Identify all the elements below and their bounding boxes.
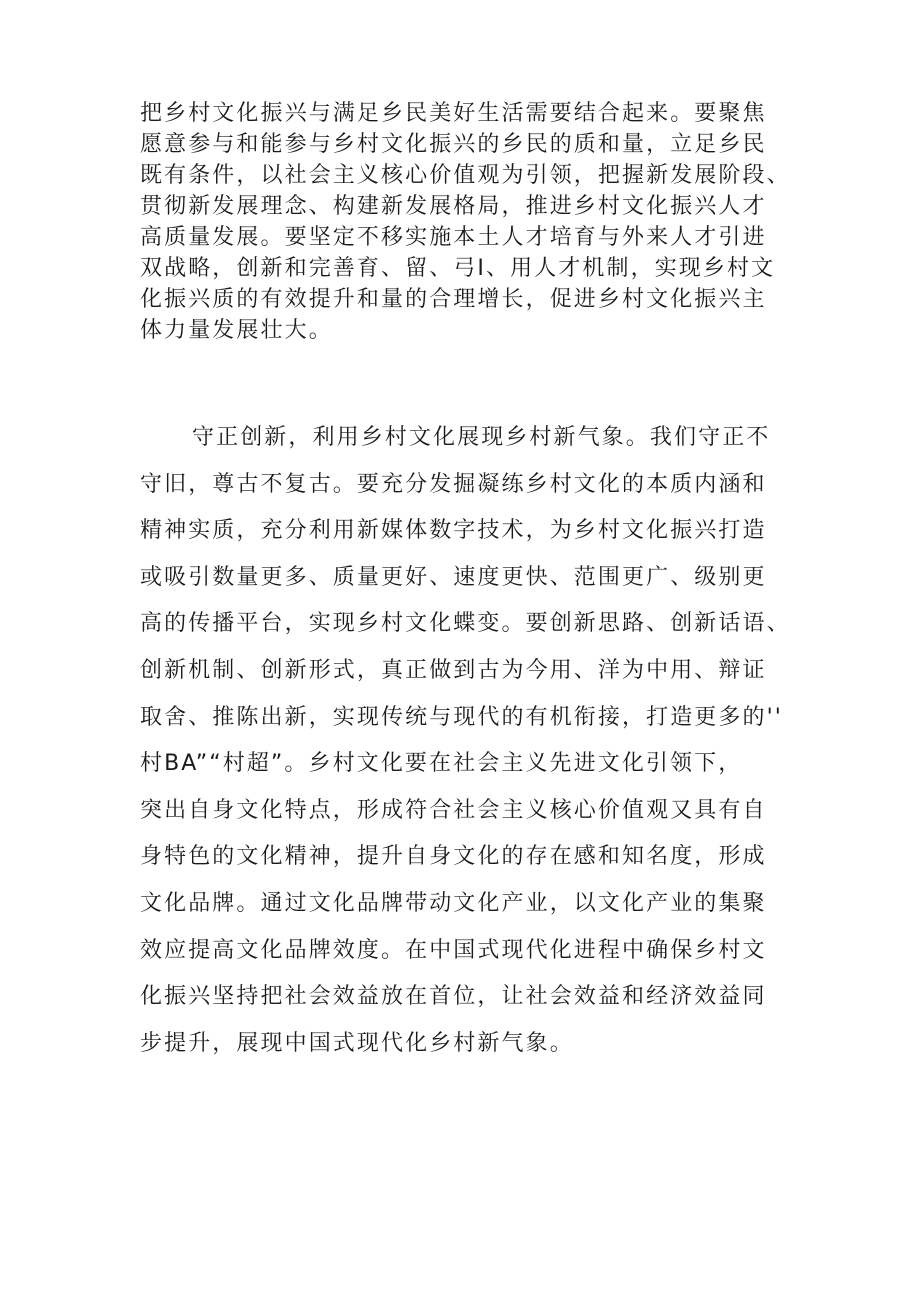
text-line: 愿意参与和能参与乡村文化振兴的乡民的质和量，立足乡民 bbox=[140, 132, 767, 157]
text-line: 既有条件，以社会主义核心价值观为引领，把握新发展阶段、 bbox=[140, 163, 791, 188]
text-line: 把乡村文化振兴与满足乡民美好生活需要结合起来。要聚焦 bbox=[140, 101, 767, 126]
text-line: 文化品牌。通过文化品牌带动文化产业，以文化产业的集聚 bbox=[140, 890, 767, 916]
text-line: 守正创新，利用乡村文化展现乡村新气象。我们守正不 bbox=[192, 425, 771, 450]
text-line: 贯彻新发展理念、构建新发展格局，推进乡村文化振兴人才 bbox=[140, 194, 767, 219]
text-line: 双战略，创新和完善育、留、弓I、用人才机制，实现乡村文 bbox=[140, 256, 776, 281]
text-line: 高质量发展。要坚定不移实施本土人才培育与外来人才引进 bbox=[140, 225, 767, 250]
text-line: 身特色的文化精神，提升自身文化的存在感和知名度，形成 bbox=[140, 844, 767, 870]
text-line: 创新机制、创新形式，真正做到古为今用、洋为中用、辩证 bbox=[140, 657, 767, 683]
text-line: 精神实质，充分利用新媒体数字技术，为乡村文化振兴打造 bbox=[140, 518, 767, 544]
paragraph-1 bbox=[140, 98, 800, 346]
text-line: 村BA”“村超”。乡村文化要在社会主义先进文化引领下， bbox=[140, 751, 743, 777]
paragraph-2 bbox=[140, 415, 800, 1067]
text-line: 效应提高文化品牌效度。在中国式现代化进程中确保乡村文 bbox=[140, 937, 767, 963]
text-line: 步提升，展现中国式现代化乡村新气象。 bbox=[140, 1030, 574, 1056]
text-line: 高的传播平台，实现乡村文化蝶变。要创新思路、创新话语、 bbox=[140, 611, 791, 637]
text-line: 或吸引数量更多、质量更好、速度更快、范围更广、级别更 bbox=[140, 564, 767, 590]
text-line: 化振兴坚持把社会效益放在首位，让社会效益和经济效益同 bbox=[140, 984, 767, 1010]
text-line: 取舍、推陈出新，实现传统与现代的有机衔接，打造更多的'' bbox=[140, 704, 783, 730]
text-line: 体力量发展壮大。 bbox=[140, 318, 333, 343]
text-line: 守旧，尊古不复古。要充分发掘凝练乡村文化的本质内涵和 bbox=[140, 471, 767, 497]
text-line: 化振兴质的有效提升和量的合理增长，促进乡村文化振兴主 bbox=[140, 287, 767, 312]
text-line: 突出自身文化特点，形成符合社会主义核心价值观又具有自 bbox=[140, 797, 767, 823]
